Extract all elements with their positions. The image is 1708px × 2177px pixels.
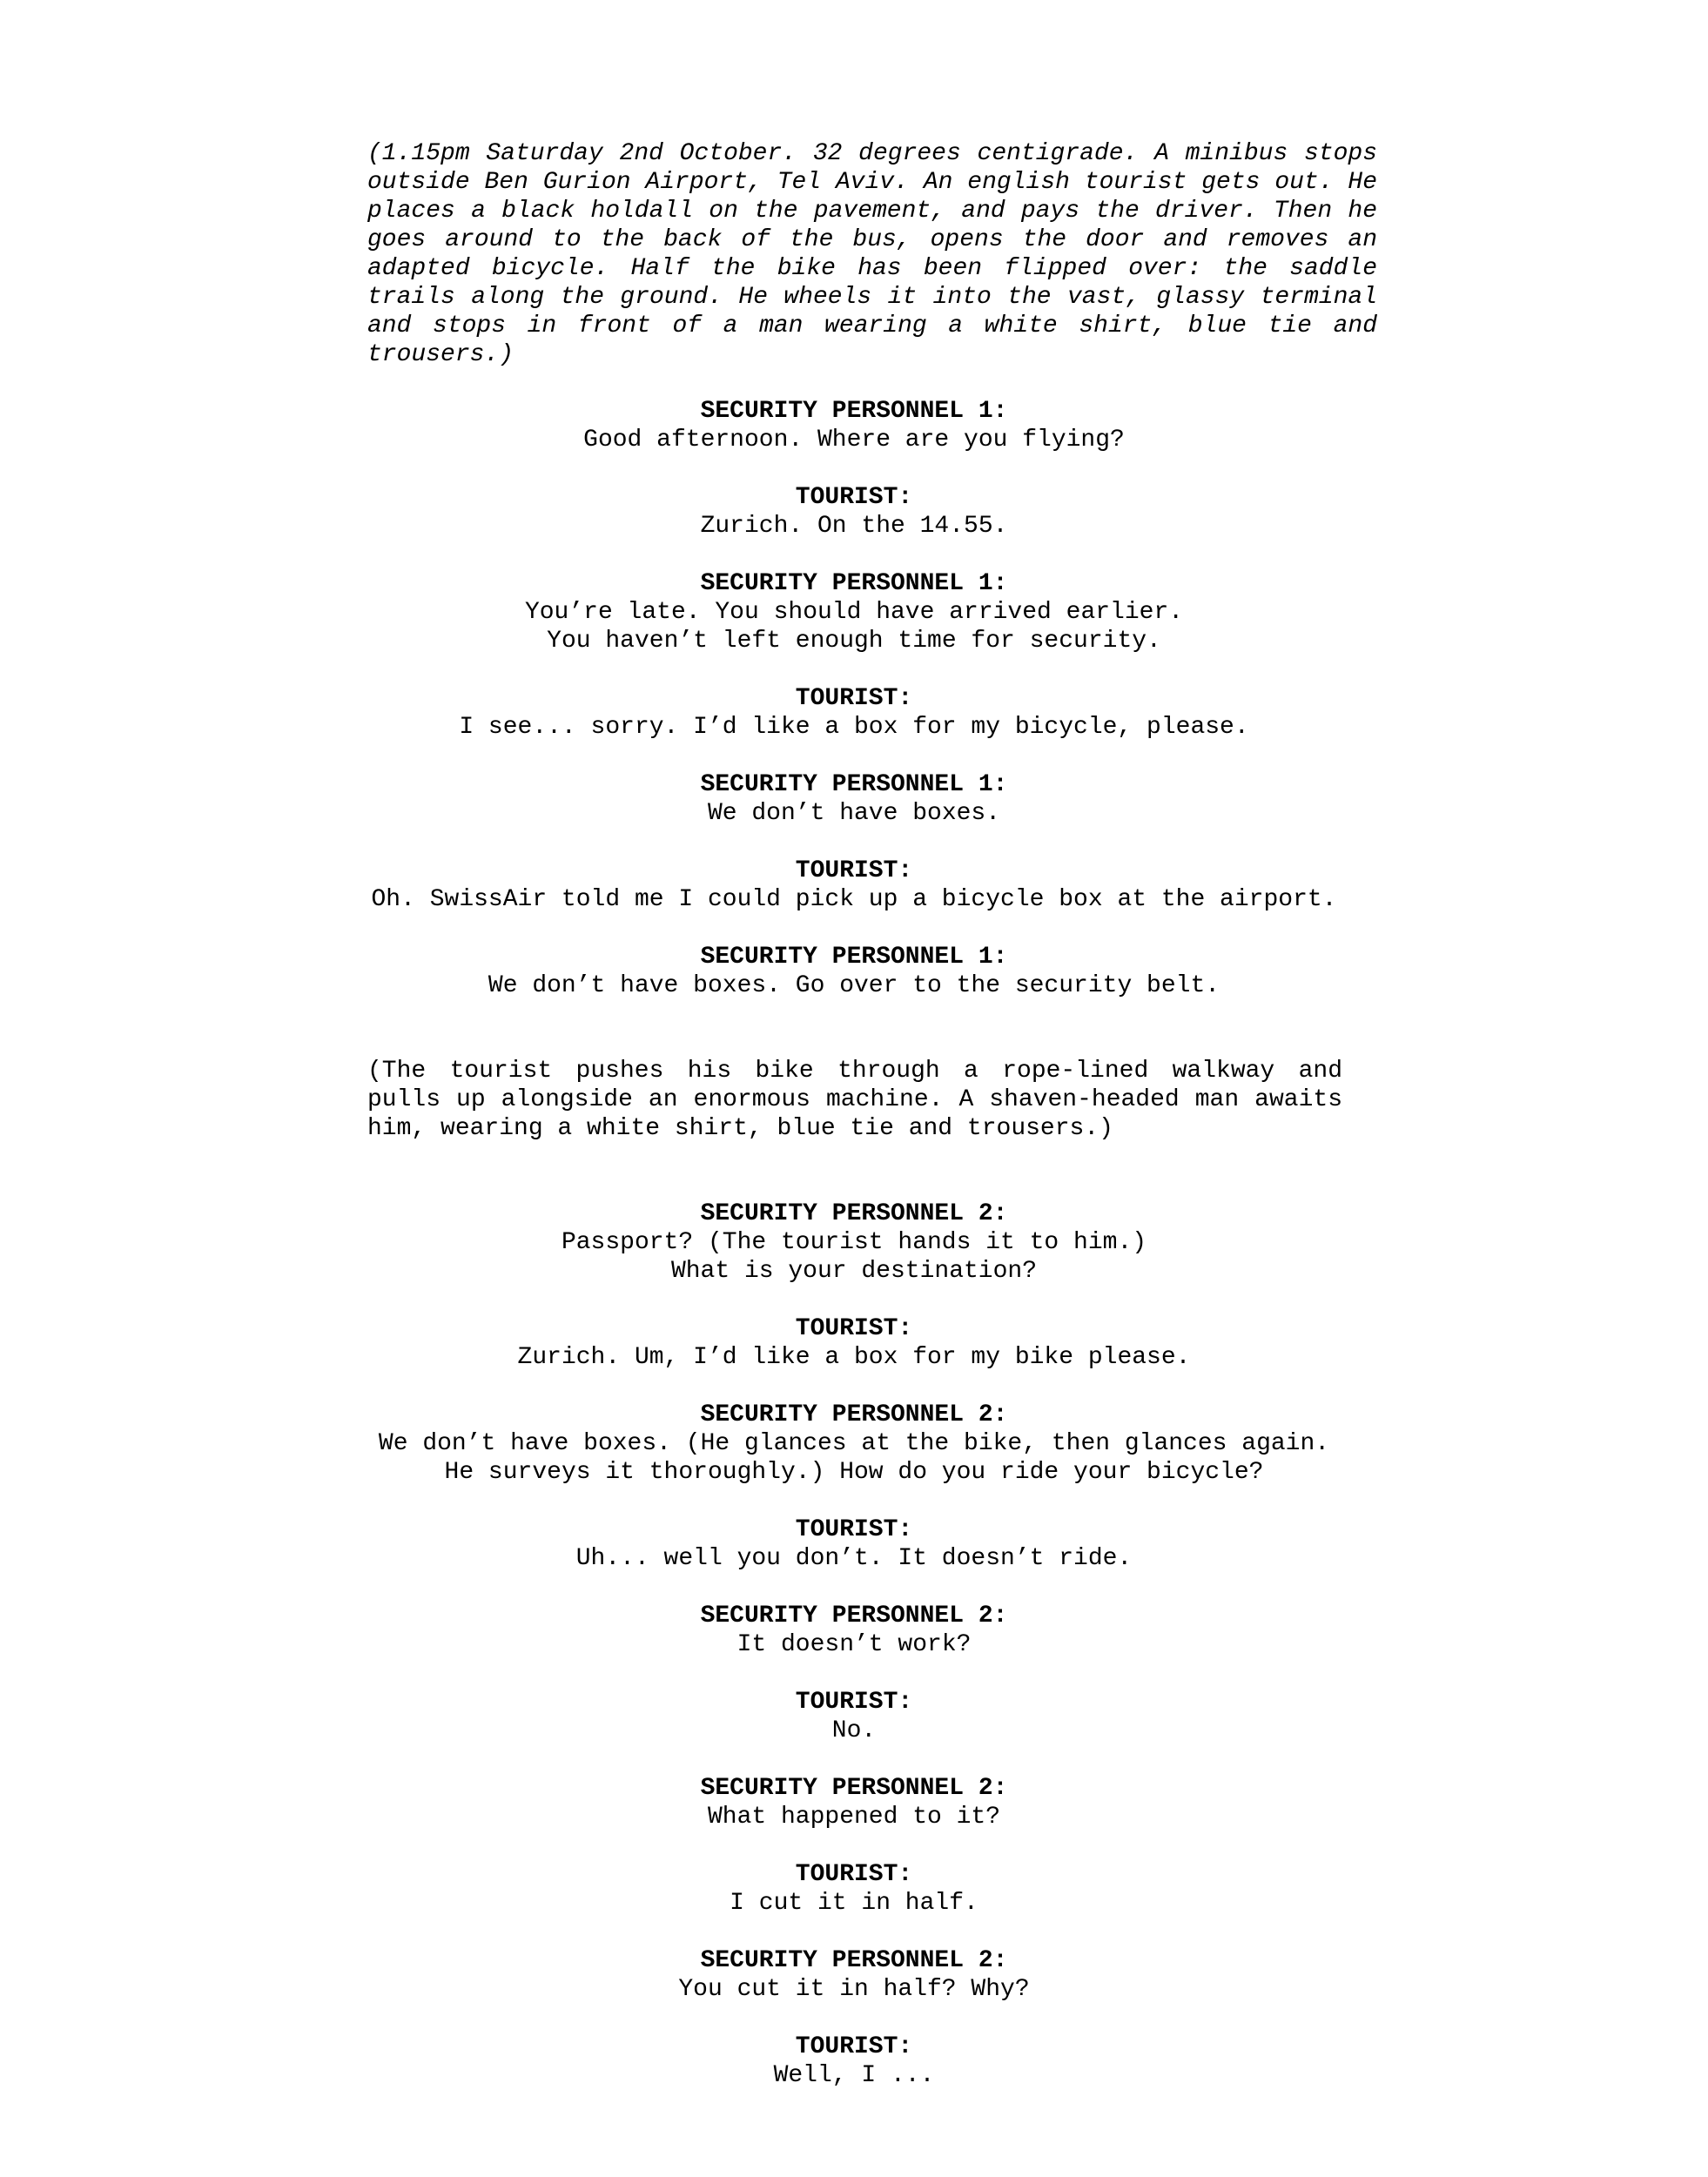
dialogue-line: No.	[831, 1717, 877, 1744]
dialogue-block	[332, 569, 1376, 655]
dialogue-line: We don’t have boxes. Go over to the security belt.	[488, 972, 1220, 999]
speaker-name: SECURITY PERSONNEL 1:	[700, 398, 1008, 425]
dialogue-line: What is your destination?	[670, 1258, 1038, 1285]
speaker-name: SECURITY PERSONNEL 1:	[700, 771, 1008, 798]
dialogue-block	[332, 770, 1376, 828]
speaker-name: SECURITY PERSONNEL 1:	[700, 944, 1008, 971]
dialogue-block	[332, 857, 1376, 914]
speaker-name: TOURIST:	[795, 685, 913, 712]
dialogue-line: Well, I ...	[773, 2062, 935, 2089]
dialogue-block	[332, 1860, 1376, 1918]
dialogue-line: We don’t have boxes.	[707, 800, 1001, 827]
dialogue-block	[332, 1946, 1376, 2004]
dialogue-line: Passport? (The tourist hands it to him.)	[561, 1229, 1147, 1256]
dialogue-block	[332, 684, 1376, 742]
dialogue-block	[332, 1314, 1376, 1372]
dialogue-block	[332, 397, 1376, 454]
dialogue-line: Good afternoon. Where are you flying?	[583, 427, 1125, 454]
dialogue-line: I see... sorry. I’d like a box for my bicycle, please.	[459, 714, 1249, 741]
dialogue-line: I cut it in half.	[730, 1890, 978, 1917]
middle-stage-direction: (The tourist pushes his bike through a rope-lined walkway and pulls up alongside an enormous machine. A shaven-headed man awaits him, wearing a white shirt, blue tie and trousers.)	[367, 1058, 1342, 1142]
dialogue-line: We don’t have boxes. (He glances at the bike, then glances again.	[378, 1430, 1330, 1457]
speaker-name: SECURITY PERSONNEL 2:	[700, 1200, 1008, 1227]
dialogue-block	[332, 483, 1376, 541]
dialogue-line: You cut it in half? Why?	[678, 1976, 1030, 2003]
dialogue-block	[332, 1774, 1376, 1831]
speaker-name: SECURITY PERSONNEL 1:	[700, 570, 1008, 597]
speaker-name: SECURITY PERSONNEL 2:	[700, 1603, 1008, 1629]
dialogue-line: Zurich. Um, I’d like a box for my bike please.	[517, 1344, 1191, 1371]
dialogue-line: Uh... well you don’t. It doesn’t ride.	[575, 1545, 1133, 1572]
speaker-name: TOURIST:	[795, 1315, 913, 1342]
dialogue-line: Zurich. On the 14.55.	[700, 513, 1008, 540]
dialogue-block	[332, 943, 1376, 1000]
dialogue-line: What happened to it?	[707, 1804, 1001, 1831]
speaker-name: TOURIST:	[795, 484, 913, 511]
dialogue-line: You haven’t left enough time for security.	[547, 628, 1161, 655]
speaker-name: SECURITY PERSONNEL 2:	[700, 1947, 1008, 1974]
speaker-name: SECURITY PERSONNEL 2:	[700, 1401, 1008, 1428]
dialogue-block	[332, 1515, 1376, 1573]
opening-stage-direction: (1.15pm Saturday 2nd October. 32 degrees centigrade. A minibus stops outside Ben Gurion Airport, Tel Aviv. An english tourist gets out. He places a black holdall on the pavement, and pays the driver. Then he goes around to the back of the bus, opens the door and removes an adapted bicycle. Half the bike has been flipped over: the saddle trails along the ground. He wheels it into the vast, glassy terminal and stops in front of a man wearing a white shirt, blue tie and trousers.)	[367, 140, 1377, 368]
dialogue-line: You’re late. You should have arrived earlier.	[524, 599, 1184, 626]
speaker-name: TOURIST:	[795, 1861, 913, 1888]
dialogue-line: Oh. SwissAir told me I could pick up a bicycle box at the airport.	[371, 886, 1337, 913]
dialogue-block	[332, 1688, 1376, 1745]
dialogue-block	[332, 1401, 1376, 1487]
dialogue-block	[332, 1602, 1376, 1659]
speaker-name: TOURIST:	[795, 1689, 913, 1716]
speaker-name: TOURIST:	[795, 857, 913, 884]
dialogue-line: It doesn’t work?	[736, 1631, 972, 1658]
speaker-name: TOURIST:	[795, 1516, 913, 1543]
dialogue-block	[332, 2033, 1376, 2090]
speaker-name: SECURITY PERSONNEL 2:	[700, 1775, 1008, 1802]
speaker-name: TOURIST:	[795, 2033, 913, 2060]
dialogue-line: He surveys it thoroughly.) How do you ride your bicycle?	[444, 1459, 1264, 1486]
dialogue-block	[332, 1199, 1376, 1286]
